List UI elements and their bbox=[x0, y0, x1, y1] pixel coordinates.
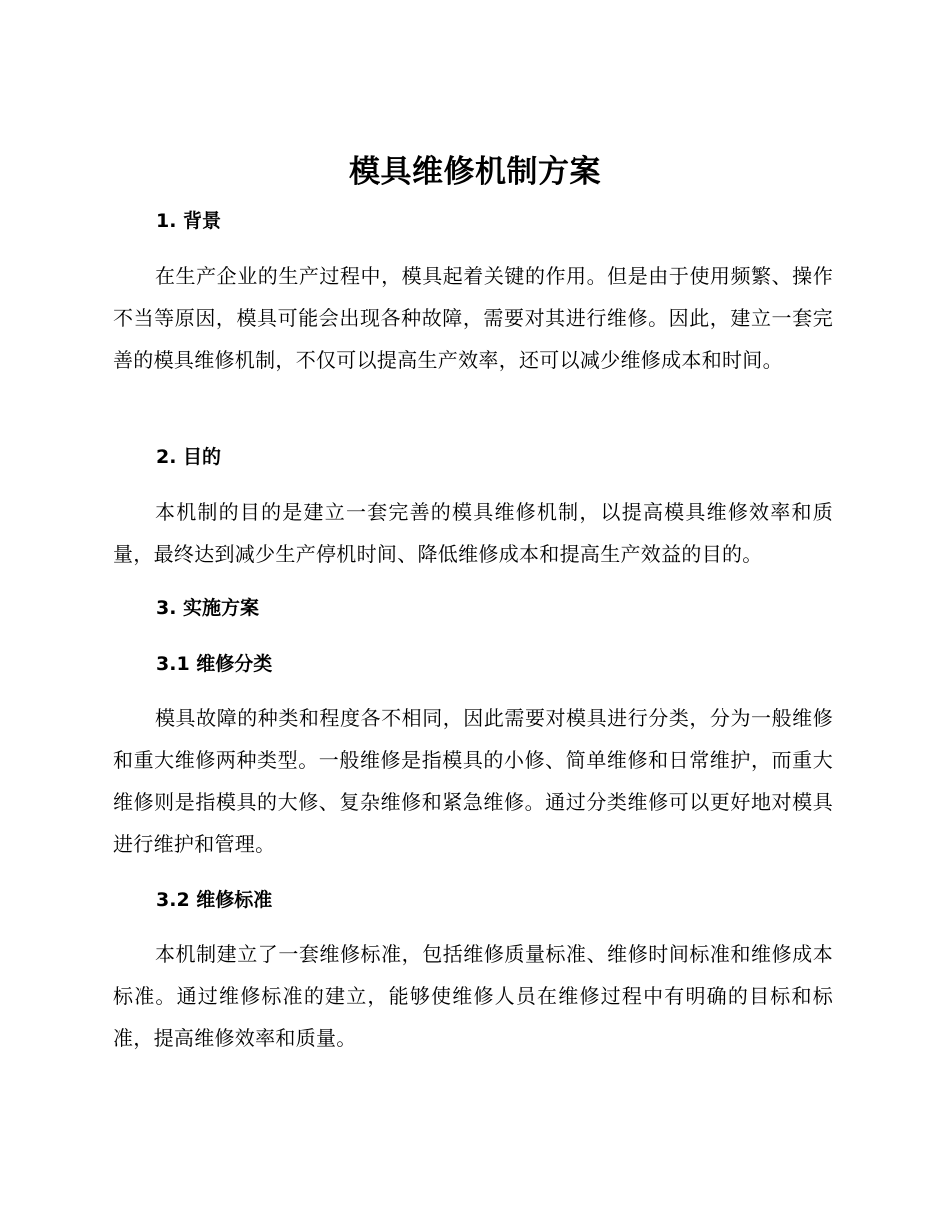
section-paragraph-purpose: 本机制的目的是建立一套完善的模具维修机制，以提高模具维修效率和质量，最终达到减少生产停机时间、降低维修成本和提高生产效益的目的。 bbox=[113, 500, 833, 566]
section-heading-implementation: 3. 实施方案 bbox=[156, 597, 260, 619]
section-paragraph-maintenance-classification: 模具故障的种类和程度各不相同，因此需要对模具进行分类，分为一般维修和重大维修两种类型。一般维修是指模具的小修、简单维修和日常维护，而重大维修则是指模具的大修、复杂维修和紧急维修。通过分类维修可以更好地对模具进行维护和管理。 bbox=[113, 706, 833, 856]
section-heading-maintenance-classification: 3.1 维修分类 bbox=[156, 653, 273, 675]
section-heading-purpose: 2. 目的 bbox=[156, 446, 222, 468]
section-heading-maintenance-standards: 3.2 维修标准 bbox=[156, 889, 273, 911]
section-paragraph-background: 在生产企业的生产过程中，模具起着关键的作用。但是由于使用频繁、操作不当等原因，模具可能会出现各种故障，需要对其进行维修。因此，建立一套完善的模具维修机制，不仅可以提高生产效率，还可以减少维修成本和时间。 bbox=[113, 264, 833, 372]
section-heading-background: 1. 背景 bbox=[156, 210, 222, 232]
section-paragraph-maintenance-standards: 本机制建立了一套维修标准，包括维修质量标准、维修时间标准和维修成本标准。通过维修标准的建立，能够使维修人员在维修过程中有明确的目标和标准，提高维修效率和质量。 bbox=[113, 942, 833, 1050]
document-title: 模具维修机制方案 bbox=[349, 154, 601, 190]
